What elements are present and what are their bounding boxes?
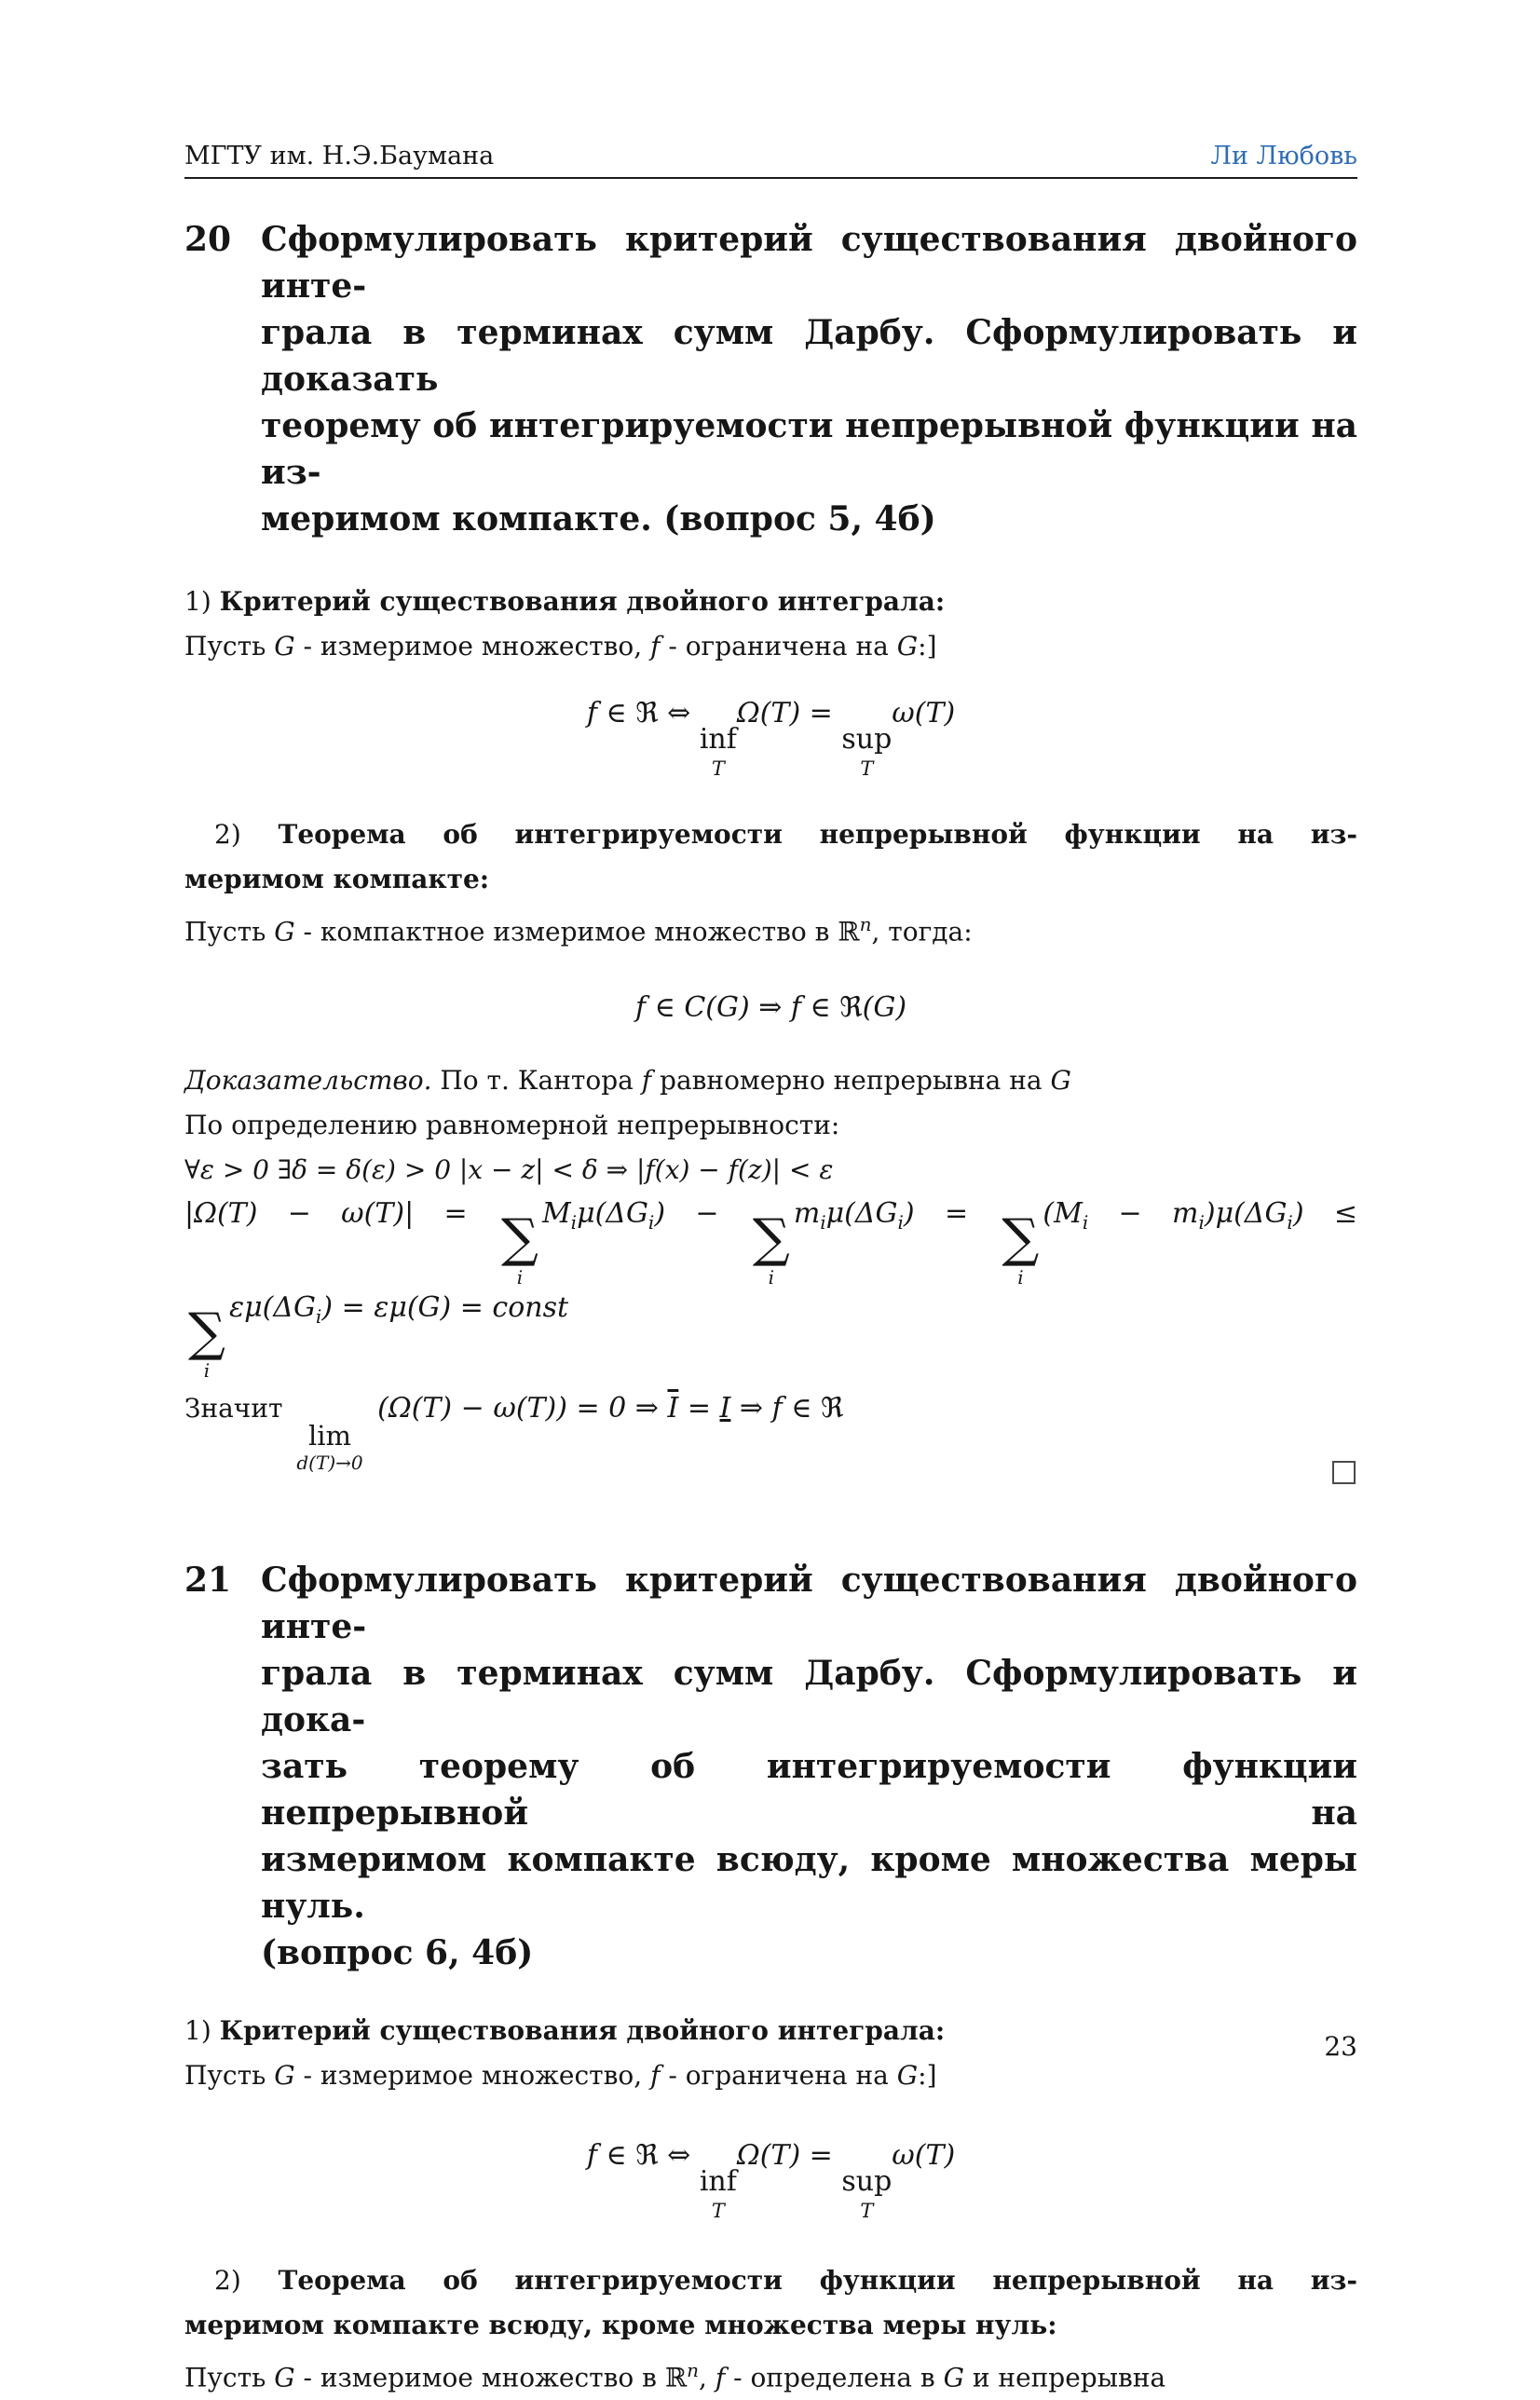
- criterion-heading-21: [184, 2009, 1357, 2053]
- criterion-intro-21: [184, 2053, 1357, 2098]
- sum-index: i: [768, 1265, 775, 1289]
- text-run: ,: [699, 2362, 715, 2393]
- math-var-G: G: [274, 631, 295, 661]
- sum-index: i: [1017, 1265, 1024, 1289]
- subscript-i: i: [1198, 1211, 1205, 1234]
- math-var-G: G: [896, 631, 919, 661]
- page-header: [184, 142, 1357, 170]
- inf-limit: T: [711, 2199, 725, 2222]
- real-numbers-symbol: ℝ: [664, 2362, 688, 2393]
- math-var-G: G: [1050, 1065, 1071, 1097]
- text-run: :]: [918, 631, 937, 661]
- title-line: (вопрос 6, 4б): [261, 1932, 534, 1972]
- math-var-G: G: [274, 916, 295, 948]
- formula-run: − m: [1088, 1197, 1199, 1231]
- formula-run: m: [793, 1197, 821, 1231]
- title-line: грала в терминах сумм Дарбу. Сформулировать и доказать: [261, 313, 1357, 399]
- proof-line-2: По определению равномерной непрерывности:: [184, 1110, 840, 1141]
- page-number: 23: [1324, 2031, 1357, 2062]
- text-run: - измеримое множество,: [294, 2059, 651, 2091]
- theorem-heading-text: меримом компакте всюду, кроме множества меры нуль:: [184, 2309, 1057, 2340]
- criterion-heading-20: [184, 580, 1357, 624]
- text-run: Пусть: [184, 631, 275, 661]
- math-var-f: f: [650, 631, 661, 661]
- subscript-i: i: [1287, 1211, 1293, 1234]
- subscript-i: i: [897, 1211, 904, 1234]
- text-run: Пусть: [184, 2059, 275, 2091]
- superscript-n: n: [687, 2358, 699, 2381]
- lim-operator: [296, 1419, 363, 1474]
- sum-operator: [1002, 1208, 1040, 1289]
- formula-run: μ(ΔG: [577, 1197, 648, 1231]
- formula-run: |Ω(T) − ω(T)| =: [184, 1197, 497, 1231]
- sup-operator: [841, 2164, 893, 2222]
- text-run: - ограничена на: [660, 631, 897, 661]
- theorem-heading-line2: [184, 2303, 1357, 2348]
- inf-label: inf: [699, 723, 737, 756]
- sigma-symbol: ∑: [752, 1208, 790, 1270]
- text-run: - измеримое множество в: [294, 2362, 665, 2393]
- header-rule: [184, 177, 1357, 179]
- text-run: Значит: [184, 1392, 292, 1424]
- section-20-title: [184, 216, 1357, 542]
- item-number: 1): [184, 586, 211, 617]
- section-20-title-lines: [261, 216, 1357, 542]
- text-run: Пусть: [184, 2362, 275, 2393]
- subscript-i: i: [820, 1211, 826, 1234]
- section-21-title-lines: [261, 1557, 1357, 1976]
- theorem-heading-line1: [184, 2258, 1357, 2303]
- text-run: - компактное измеримое множество в: [294, 916, 838, 948]
- text-run: и непрерывна: [963, 2362, 1166, 2393]
- inf-operator: [699, 723, 737, 780]
- theorem-intro-20: [184, 902, 1357, 954]
- inf-label: inf: [699, 2164, 737, 2198]
- formula-darboux-criterion-20: [184, 697, 1357, 779]
- math-var-G: G: [943, 2362, 964, 2393]
- section-21-title: [184, 1557, 1357, 1976]
- title-line: Сформулировать критерий существования двойного инте-: [261, 1560, 1357, 1646]
- qed-box: [1332, 1461, 1356, 1484]
- const-label: const: [492, 1290, 569, 1324]
- formula-run: μ(ΔG: [825, 1197, 898, 1231]
- institution-name: МГТУ им. Н.Э.Баумана: [184, 142, 495, 170]
- formula-run: ) ≤: [1292, 1197, 1357, 1231]
- proof-conclusion-line: [184, 1393, 1357, 1472]
- formula-continuity-theorem-20: [184, 991, 1357, 1025]
- title-line: грала в терминах сумм Дарбу. Сформулировать и дока-: [261, 1653, 1357, 1739]
- lim-limit: d(T)→0: [296, 1451, 363, 1474]
- sigma-symbol: ∑: [500, 1208, 538, 1270]
- item-number: 2): [214, 2264, 241, 2296]
- text-run: , тогда:: [871, 916, 973, 948]
- formula-run: )μ(ΔG: [1204, 1197, 1288, 1231]
- subscript-i: i: [570, 1211, 578, 1234]
- text-run: Пусть: [184, 916, 275, 948]
- subscript-i: i: [315, 1304, 322, 1328]
- math-var-f: f: [641, 1065, 652, 1097]
- section-21-number: 21: [184, 1560, 232, 1600]
- sup-label: sup: [841, 2164, 893, 2198]
- theorem-intro-21: [184, 2348, 1357, 2400]
- sum-index: i: [516, 1265, 524, 1289]
- text-run: :]: [918, 2059, 937, 2091]
- text-run: По т. Кантора: [431, 1065, 642, 1097]
- formula-body: f ∈ C(G) ⇒ f ∈ ℜ(G): [634, 991, 907, 1025]
- sum-operator: [188, 1302, 225, 1382]
- title-line: измеримом компакте всюду, кроме множества меры нуль.: [261, 1839, 1357, 1926]
- sigma-symbol: ∑: [188, 1302, 225, 1363]
- formula-lhs: f ∈ ℜ ⇔: [586, 2138, 700, 2172]
- formula-run: M: [541, 1197, 571, 1231]
- formula-rhs: ω(T): [892, 697, 956, 730]
- author-link[interactable]: Ли Любовь: [1210, 142, 1357, 170]
- upper-integral-symbol: $\overline{I}$: [667, 1391, 679, 1425]
- formula-run: ⇒ f ∈ ℜ: [730, 1391, 844, 1425]
- theorem-heading-text: меримом компакте:: [184, 864, 490, 894]
- formula-darboux-criterion-21: [184, 2139, 1357, 2221]
- theorem-heading-line2: [184, 857, 1357, 902]
- sigma-symbol: ∑: [1002, 1208, 1040, 1270]
- criterion-heading-text: Критерий существования двойного интеграла:: [219, 586, 946, 617]
- formula-run: (M: [1043, 1197, 1083, 1231]
- proof-darboux-sums-line: [184, 1197, 1357, 1289]
- sum-operator: [500, 1208, 538, 1289]
- math-var-G: G: [896, 2059, 919, 2091]
- criterion-heading-text: Критерий существования двойного интеграла:: [219, 2014, 946, 2046]
- lower-integral-symbol: I: [719, 1391, 731, 1425]
- math-var-G: G: [274, 2362, 295, 2393]
- text-run: равномерно непрерывна на: [651, 1065, 1051, 1097]
- subscript-i: i: [1082, 1211, 1089, 1234]
- title-line: зать теорему об интегрируемости функции непрерывной на: [261, 1746, 1357, 1833]
- real-numbers-symbol: ℝ: [838, 916, 860, 948]
- sup-limit: T: [860, 757, 874, 780]
- sup-operator: [841, 723, 893, 780]
- superscript-n: n: [859, 913, 872, 935]
- formula-run: ) −: [654, 1197, 749, 1231]
- sum-operator: [752, 1208, 790, 1289]
- proof-epsilon-line: [184, 1292, 1357, 1380]
- math-var-f: f: [650, 2059, 661, 2091]
- section-20-number: 20: [184, 220, 232, 259]
- inf-operator: [699, 2164, 737, 2222]
- text-run: - измеримое множество,: [294, 631, 651, 661]
- item-number: 1): [184, 2014, 211, 2046]
- page-content: [184, 216, 1357, 2400]
- criterion-intro-20: [184, 624, 1357, 669]
- item-number: 2): [214, 819, 241, 850]
- sup-label: sup: [841, 723, 893, 756]
- theorem-heading-text: Теорема об интегрируемости функции непрерывной на из-: [278, 2264, 1357, 2296]
- formula-run: ) = εμ(G) =: [321, 1290, 493, 1324]
- sum-index: i: [203, 1358, 211, 1382]
- formula-run: ) =: [903, 1197, 999, 1231]
- theorem-heading-line1: [184, 812, 1357, 857]
- math-var-f: f: [715, 2362, 726, 2393]
- formula-mid: Ω(T) =: [736, 2138, 842, 2172]
- title-line: теорему об интегрируемости непрерывной функции на из-: [261, 406, 1357, 492]
- theorem-heading-20: [184, 812, 1357, 902]
- title-line: меримом компакте. (вопрос 5, 4б): [261, 499, 936, 539]
- math-var-G: G: [274, 2059, 295, 2091]
- text-run: - определена в: [725, 2362, 944, 2393]
- formula-lhs: f ∈ ℜ ⇔: [586, 697, 700, 730]
- formula-mid: Ω(T) =: [736, 697, 842, 730]
- formula-rhs: ω(T): [892, 2138, 956, 2172]
- proof-label: Доказательство.: [184, 1065, 432, 1097]
- proof-line-3: ∀ε > 0 ∃δ = δ(ε) > 0 |x − z| < δ ⇒ |f(x) − f(z)| < ε: [184, 1154, 834, 1186]
- proof-paragraph: [184, 1058, 1357, 1193]
- subscript-i: i: [647, 1211, 655, 1234]
- formula-run: =: [678, 1391, 720, 1425]
- title-line: Сформулировать критерий существования двойного инте-: [261, 220, 1357, 306]
- formula-run: (Ω(T) − ω(T)) = 0 ⇒: [368, 1391, 668, 1425]
- text-run: - ограничена на: [660, 2059, 897, 2091]
- inf-limit: T: [711, 757, 725, 780]
- theorem-heading-text: Теорема об интегрируемости непрерывной функции на из-: [278, 819, 1357, 850]
- theorem-heading-21: [184, 2258, 1357, 2348]
- formula-run: εμ(ΔG: [228, 1290, 316, 1324]
- lim-label: lim: [307, 1419, 352, 1452]
- sup-limit: T: [860, 2199, 874, 2222]
- proof-line-1: [184, 1058, 1357, 1103]
